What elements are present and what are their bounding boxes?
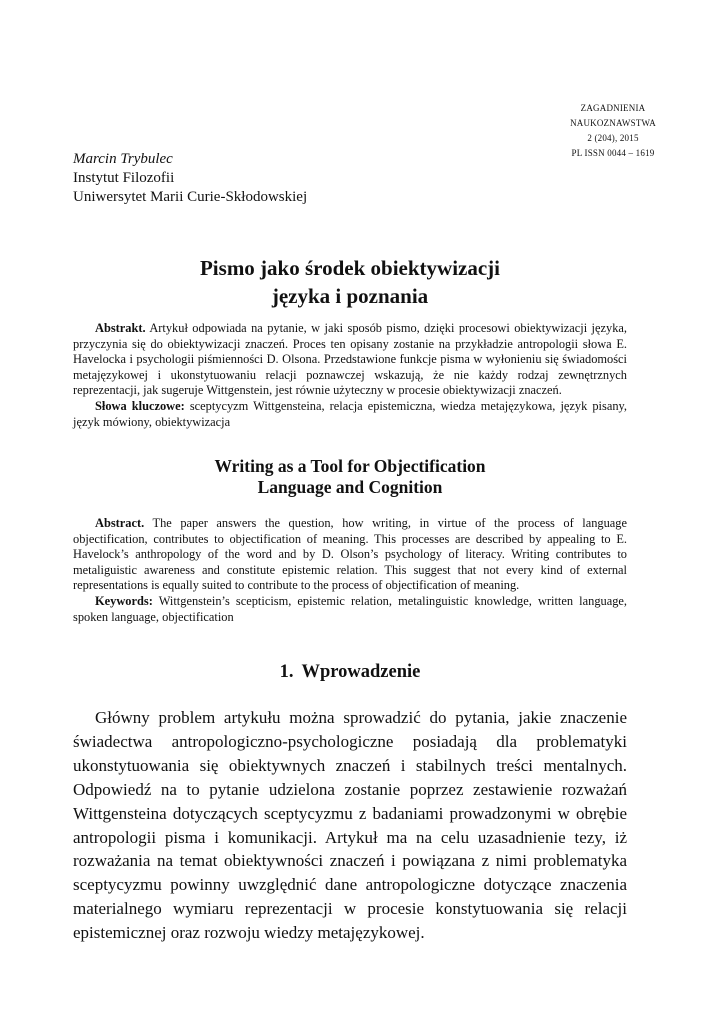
keywords-pl-text: sceptycyzm Wittgensteina, relacja epistemiczna, wiedza metajęzykowa, język pisany, język mówiony, obiektywizacja — [73, 398, 628, 429]
paper-title-pl-line1: Pismo jako środek obiektywizacji — [199, 256, 501, 280]
abstract-en — [73, 516, 627, 625]
section-heading — [73, 660, 627, 684]
author-institute: Instytut Filozofii — [73, 170, 175, 186]
keywords-en-label: Keywords: — [95, 593, 153, 608]
author-university: Uniwersytet Marii Curie-Skłodowskiej — [73, 189, 308, 205]
paper-title-en-line1: Writing as a Tool for Objectification — [214, 456, 486, 476]
keywords-en-paragraph — [73, 594, 627, 625]
abstract-pl — [73, 321, 627, 430]
paper-title-pl — [140, 254, 560, 310]
body-paragraph: Główny problem artykułu można sprowadzić do pytania, jakie znaczenie świadectwa antropologiczno-psychologiczne posiadają dla problematyki ukonstytuowania się obiektywnych znaczeń i stabilnych treści mentalnych. Odpowiedź na to pytanie udzielona zostanie poprzez zestawienie rozważań Wittgensteina dotyczących sceptycyzmu z badaniami prowadzonymi w obrębie antropologii pisma i komunikacji. Artykuł ma na celu uzasadnienie tezy, iż rozważania na temat obiektywności znaczeń i powiązana z nimi problematyka sceptycyzmu powinny uwzględnić dane antropologiczne dotyczące znaczenia materialnego wymiaru reprezentacji w procesie konstytuowania się relacji epistemicznej oraz rozwoju wiedzy metajęzykowej. — [73, 708, 627, 943]
section-title: Wprowadzenie — [301, 662, 421, 682]
abstract-pl-label: Abstrakt. — [95, 321, 146, 335]
abstract-en-text: The paper answers the question, how writing, in virtue of the process of language objectification, contributes to objectification of meaning. This processes are described by appealing to E. Havelock’s anthropology of the word and by D. Olson’s psychology of literacy. Writing contributes to metaliguistic awareness and constitute epistemic relation. This suggest that not every kind of external representations is equally suited to contribute to the process of objectification of meaning. — [73, 516, 627, 593]
paper-title-en-line2: Language and Cognition — [257, 477, 443, 497]
keywords-en-text: Wittgenstein’s scepticism, epistemic relation, metalinguistic knowledge, written language, spoken language, objectification — [73, 593, 627, 624]
section-number: 1. — [279, 662, 294, 682]
journal-info — [534, 101, 692, 161]
keywords-pl-label: Słowa kluczowe: — [95, 398, 185, 413]
journal-issn: PL ISSN 0044 – 1619 — [571, 148, 655, 158]
paper-title-pl-line2: języka i poznania — [271, 284, 429, 308]
journal-name-line2: NAUKOZNAWSTWA — [570, 118, 656, 128]
paper-title-en — [140, 456, 560, 498]
abstract-pl-text: Artykuł odpowiada na pytanie, w jaki sposób pismo, dzięki procesowi obiektywizacji języka, przyczynia się do obiektywizacji znaczeń. Proces ten opisany zostanie na przykładzie antropologii słowa E. Havelocka i psychologii piśmienności D. Olsona. Przedstawione funkcje pisma w wyłonieniu się świadomości metajęzykowej i ukonstytuowaniu relacji poznawczej wskazują, że nie każdy rodzaj zewnętrznych reprezentacji, jak sugeruje Wittgenstein, jest równie użyteczny w procesie obiektywizacji znaczeń. — [73, 321, 627, 398]
author-name: Marcin Trybulec — [73, 151, 173, 167]
keywords-pl-paragraph — [73, 399, 627, 430]
journal-issue: 2 (204), 2015 — [587, 133, 639, 143]
abstract-pl-paragraph — [73, 321, 627, 399]
journal-name-line1: ZAGADNIENIA — [580, 103, 646, 113]
author-block — [73, 150, 307, 207]
abstract-en-paragraph — [73, 516, 627, 594]
abstract-en-label: Abstract. — [95, 516, 145, 530]
